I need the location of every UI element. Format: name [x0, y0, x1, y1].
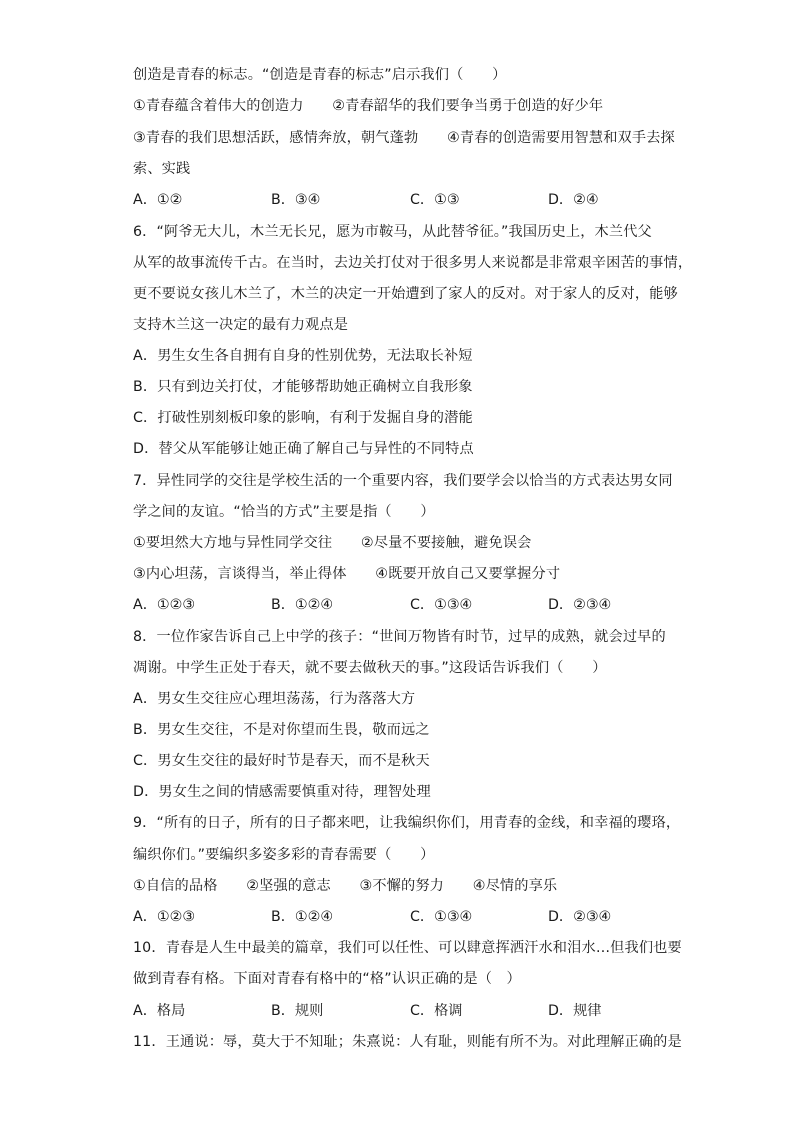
q7-option-d: D．②③④ — [548, 597, 612, 613]
q6-stem-2: 从军的故事流传千古。在当时，去边关打仗对于很多男人来说都是非常艰辛困苦的事情， — [133, 255, 693, 271]
q8-stem-2: 凋谢。中学生正处于春天，就不要去做秋天的事。”这段话告诉我们（ ） — [133, 660, 607, 676]
q8-option-d: D．男女生之间的情感需要慎重对待，理智处理 — [133, 784, 431, 800]
q5-option-a: A．①② — [133, 192, 183, 208]
q8-option-b: B．男女生交往，不是对你望而生畏，敬而远之 — [133, 722, 430, 738]
q7-stem-1: 7．异性同学的交往是学校生活的一个重要内容，我们要学会以恰当的方式表达男女同 — [133, 473, 673, 489]
q5-stem: 创造是青春的标志。“创造是青春的标志”启示我们（ ） — [133, 67, 507, 83]
q10-option-b: B．规则 — [271, 1003, 324, 1019]
q10-option-c: C．格调 — [410, 1003, 463, 1019]
q9-option-a: A．①②③ — [133, 909, 196, 925]
q7-option-c: C．①③④ — [410, 597, 473, 613]
q6-option-d: D．替父从军能够让她正确了解自己与异性的不同特点 — [133, 441, 474, 457]
q10-stem-2: 做到青春有格。下面对青春有格中的“格”认识正确的是（ ） — [133, 971, 521, 987]
q9-option-d: D．②③④ — [548, 909, 612, 925]
q7-options — [133, 595, 673, 615]
q7-statements-2: ③内心坦荡，言谈得当，举止得体 ④既要开放自己又要掌握分寸 — [133, 566, 561, 582]
q9-statements: ①自信的品格 ②坚强的意志 ③不懈的努力 ④尽情的享乐 — [133, 878, 558, 894]
q6-stem-4: 支持木兰这一决定的最有力观点是 — [133, 317, 349, 333]
q6-stem-3: 更不要说女孩儿木兰了，木兰的决定一开始遭到了家人的反对。对于家人的反对，能够 — [133, 286, 678, 302]
q8-option-c: C．男女生交往的最好时节是春天，而不是秋天 — [133, 753, 430, 769]
q5-statements-1: ①青春蕴含着伟大的创造力 ②青春韶华的我们要争当勇于创造的好少年 — [133, 98, 604, 114]
q10-stem-1: 10．青春是人生中最美的篇章，我们可以任性、可以肆意挥洒汗水和泪水…但我们也要 — [133, 940, 682, 956]
q5-statements-2: ③青春的我们思想活跃，感情奔放，朝气蓬勃 ④青春的创造需要用智慧和双手去探 — [133, 130, 675, 146]
q9-stem-1: 9．“所有的日子，所有的日子都来吧，让我编织你们，用青春的金线，和幸福的璎珞， — [133, 815, 681, 831]
q11-stem: 11．王通说：辱，莫大于不知耻；朱熹说：人有耻，则能有所不为。对此理解正确的是 — [133, 1034, 682, 1050]
q9-options — [133, 907, 673, 927]
q10-option-d: D．规律 — [548, 1003, 602, 1019]
q8-stem-1: 8．一位作家告诉自己上中学的孩子：“世间万物皆有时节，过早的成熟，就会过早的 — [133, 629, 666, 645]
q10-options — [133, 1001, 673, 1021]
q7-option-a: A．①②③ — [133, 597, 196, 613]
q5-options — [133, 190, 673, 210]
q8-option-a: A．男女生交往应心理坦荡荡，行为落落大方 — [133, 691, 416, 707]
q6-option-c: C．打破性别刻板印象的影响，有利于发掘自身的潜能 — [133, 410, 473, 426]
q5-option-d: D．②④ — [548, 192, 599, 208]
q6-stem-1: 6．“阿爷无大儿，木兰无长兄，愿为市鞍马，从此替爷征。”我国历史上，木兰代父 — [133, 224, 652, 240]
q7-option-b: B．①②④ — [271, 597, 334, 613]
q5-option-b: B．③④ — [271, 192, 321, 208]
q6-option-b: B．只有到边关打仗，才能够帮助她正确树立自我形象 — [133, 379, 473, 395]
q10-option-a: A．格局 — [133, 1003, 186, 1019]
q9-option-c: C．①③④ — [410, 909, 473, 925]
q7-statements-1: ①要坦然大方地与异性同学交往 ②尽量不要接触，避免误会 — [133, 535, 532, 551]
q9-option-b: B．①②④ — [271, 909, 334, 925]
q9-stem-2: 编织你们。”要编织多姿多彩的青春需要（ ） — [133, 847, 435, 863]
q5-option-c: C．①③ — [410, 192, 460, 208]
q7-stem-2: 学之间的友谊。“恰当的方式”主要是指（ ） — [133, 504, 435, 520]
q5-statements-3: 索、实践 — [133, 161, 191, 177]
q6-option-a: A．男生女生各自拥有自身的性别优势，无法取长补短 — [133, 348, 473, 364]
